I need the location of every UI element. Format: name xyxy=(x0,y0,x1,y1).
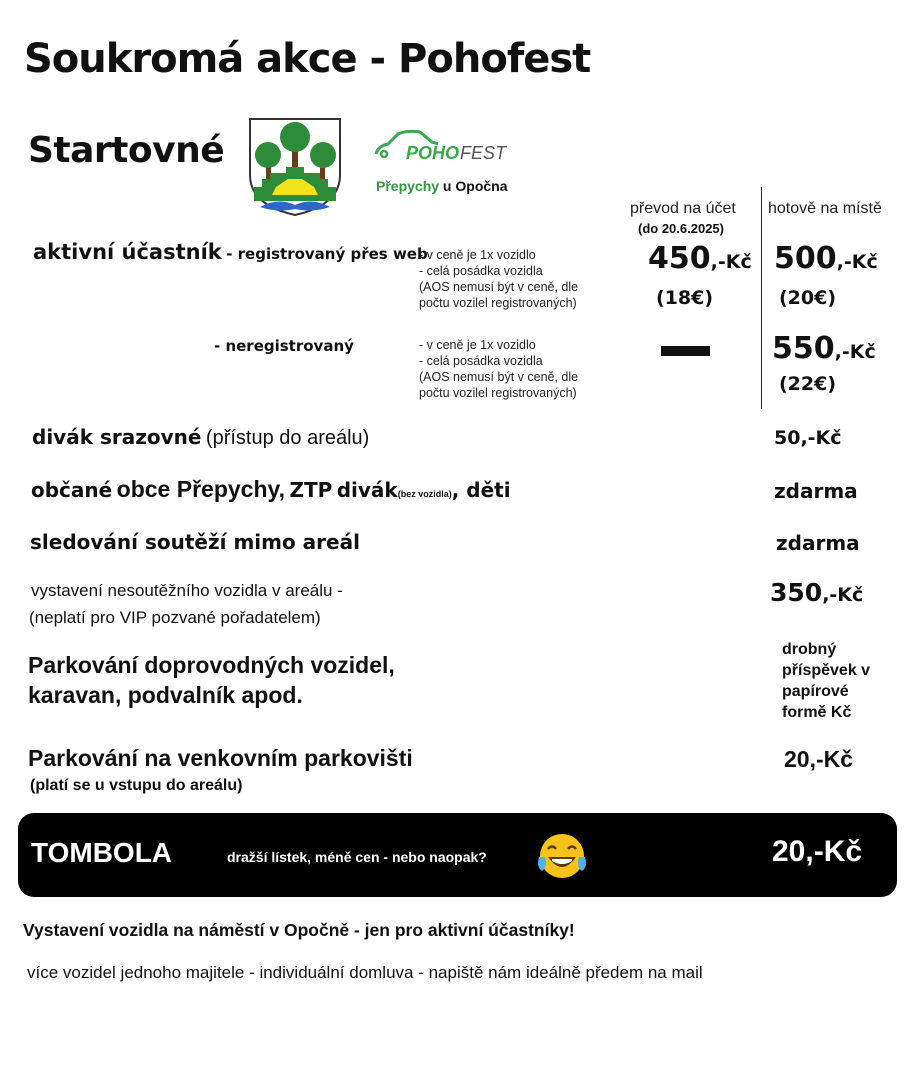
unregistered-cash-price: 550,-Kč xyxy=(772,331,876,366)
exhibit-price: 350,-Kč xyxy=(770,578,864,607)
outdoor-parking-label: Parkování na venkovním parkovišti xyxy=(28,745,413,771)
active-participant-registered: aktivní účastník - registrovaný přes web xyxy=(33,240,428,264)
citizens-row: občané obce Přepychy, ZTP divák(bez vozidla), děti xyxy=(31,476,511,502)
laughing-tears-emoji-icon xyxy=(536,831,588,881)
active-participant-unregistered: - neregistrovaný xyxy=(214,337,354,355)
active-unregistered-note: - v ceně je 1x vozidlo - celá posádka vozidla (AOS nemusí být v ceně, dle počtu vozilel registrovaných) xyxy=(419,338,579,400)
exhibit-line-2: (neplatí pro VIP pozvané pořadatelem) xyxy=(29,608,321,627)
tombola-label: TOMBOLA xyxy=(31,837,173,868)
column-cash-header: hotově na místě xyxy=(768,200,882,217)
village-crest-icon xyxy=(248,117,342,217)
town-name: Přepychy u Opočna xyxy=(376,178,508,194)
section-title: Startovné xyxy=(28,130,225,171)
outdoor-parking-note: (platí se u vstupu do areálu) xyxy=(30,777,243,794)
page-title: Soukromá akce - Pohofest xyxy=(24,36,591,82)
exhibit-line-1: vystavení nesoutěžního vozidla v areálu - xyxy=(31,581,343,600)
tombola-banner xyxy=(18,813,897,897)
svg-text:POHO: POHO xyxy=(406,143,460,163)
unregistered-cash-eur: (22€) xyxy=(779,373,837,395)
outdoor-parking-price: 20,-Kč xyxy=(784,746,854,772)
footer-bold-line: Vystavení vozidla na náměstí v Opočně - jen pro aktivní účastníky! xyxy=(23,920,575,940)
outside-viewing-price: zdarma xyxy=(776,531,860,555)
column-divider xyxy=(761,187,762,409)
registered-cash-eur: (20€) xyxy=(779,287,837,309)
tombola-note: dražší lístek, méně cen - nebo naopak? xyxy=(227,849,487,865)
not-available-dash xyxy=(661,346,710,356)
column-transfer-header: převod na účet xyxy=(630,200,736,217)
outside-viewing-label: sledování soutěží mimo areál xyxy=(30,530,360,554)
svg-text:FEST: FEST xyxy=(460,143,507,163)
registered-cash-price: 500,-Kč xyxy=(774,241,878,276)
transfer-deadline: (do 20.6.2025) xyxy=(638,221,724,236)
registered-transfer-price: 450,-Kč xyxy=(648,241,752,276)
citizens-price: zdarma xyxy=(774,479,858,503)
parking-price: drobný příspěvek v papírové formě Kč xyxy=(782,641,871,721)
spectator-price: 50,-Kč xyxy=(774,427,842,449)
active-registered-note: - v ceně je 1x vozidlo - celá posádka vozidla (AOS nemusí být v ceně, dle počtu vozilel registrovaných) xyxy=(419,248,579,310)
tombola-price: 20,-Kč xyxy=(772,835,863,868)
registered-transfer-eur: (18€) xyxy=(656,287,714,309)
spectator-row: divák srazovné (přístup do areálu) xyxy=(32,425,370,449)
parking-label: Parkování doprovodných vozidel, karavan, podvalník apod. xyxy=(28,652,395,708)
footer-line: více vozidel jednoho majitele - individuální domluva - napiště nám ideálně předem na mail xyxy=(27,963,703,982)
pohofest-logo-icon xyxy=(372,128,527,164)
